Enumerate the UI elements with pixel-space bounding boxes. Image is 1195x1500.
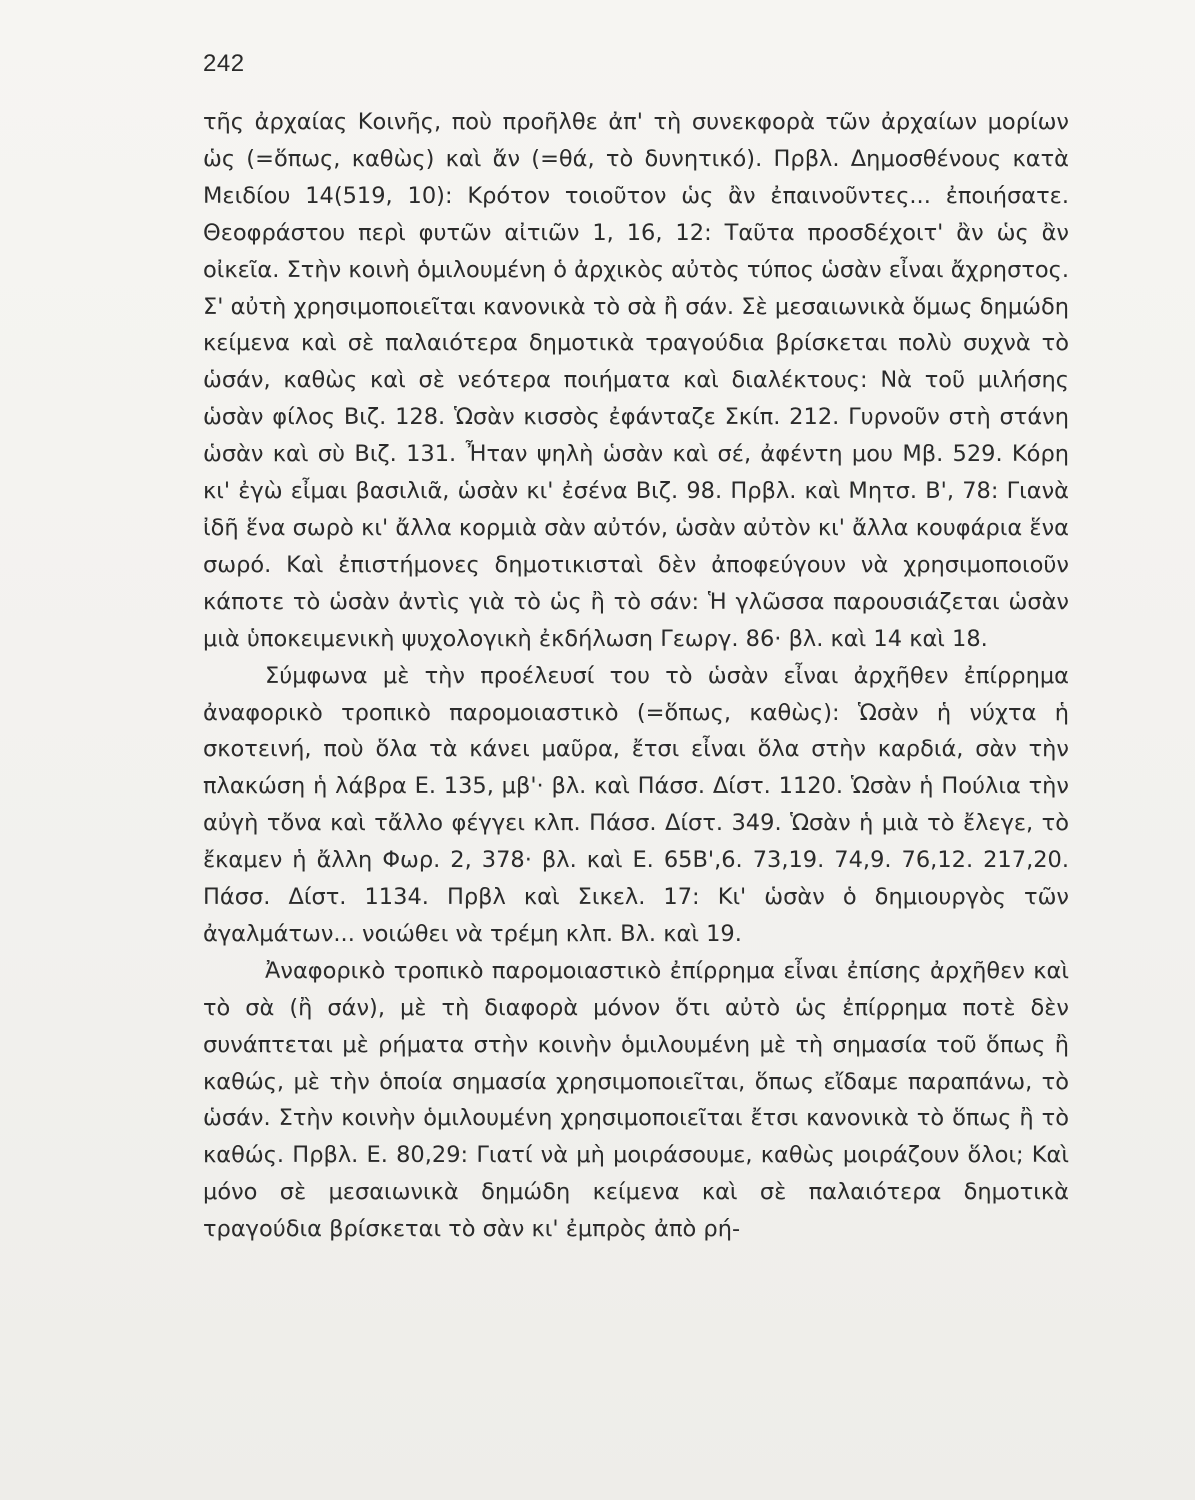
paragraph-3: Ἀναφορικὸ τροπικὸ παρομοιαστικὸ ἐπίρρημα εἶναι ἐπίσης ἀρχῆθεν καὶ τὸ σὰ (ἢ σάν), μὲ τὴ διαφορὰ μόνον ὅτι αὐτὸ ὡς ἐπίρρημα ποτὲ δὲν συνάπτεται μὲ ρήματα στὴν κοινὴν ὁμιλουμένη μὲ τὴ σημασία τοῦ ὅπως ἢ καθώς, μὲ τὴν ὁποία σημασία χρησιμοποιεῖται, ὅπως εἴδαμε παραπάνω, τὸ ὡσάν. Στὴν κοινὴν ὁμιλουμένη χρησιμοποιεῖται ἔτσι κανονικὰ τὸ ὅπως ἢ τὸ καθώς. Πρβλ. Ε. 80,29: Γιατί νὰ μὴ μοιράσουμε, καθὼς μοιράζουν ὅλοι; Καὶ μόνο σὲ μεσαιωνικὰ δημώδη κείμενα καὶ σὲ παλαιότερα δημοτικὰ τραγούδια βρίσκεται τὸ σὰν κι' ἐμπρὸς ἀπὸ ρή- bbox=[203, 957, 1069, 1243]
body-text bbox=[203, 104, 1069, 1248]
paragraph-1: τῆς ἀρχαίας Κοινῆς, ποὺ προῆλθε ἀπ' τὴ συνεκφορὰ τῶν ἀρχαίων μορίων ὡς (=ὅπως, καθὼς) καὶ ἄν (=θά, τὸ δυνητικό). Πρβλ. Δημοσθένους κατὰ Μειδίου 14(519, 10): Κρότον τοιοῦτον ὡς ἂν ἐπαινοῦντες... ἐποιήσατε. Θεοφράστου περὶ φυτῶν αἰτιῶν 1, 16, 12: Ταῦτα προσδέχοιτ' ἂν ὡς ἂν οἰκεῖα. Στὴν κοινὴ ὁμιλουμένη ὁ ἀρχικὸς αὐτὸς τύπος ὡσὰν εἶναι ἄχρηστος. Σ' αὐτὴ χρησιμοποιεῖται κανονικὰ τὸ σὰ ἢ σάν. Σὲ μεσαιωνικὰ ὅμως δημώδη κείμενα καὶ σὲ παλαιότερα δημοτικὰ τραγούδια βρίσκεται πολὺ συχνὰ τὸ ὡσάν, καθὼς καὶ σὲ νεότερα ποιήματα καὶ διαλέκτους: Νὰ τοῦ μιλήσης ὡσὰν φίλος Βιζ. 128. Ὡσὰν κισσὸς ἐφάνταζε Σκίπ. 212. Γυρνοῦν στὴ στάνη ὡσὰν καὶ σὺ Βιζ. 131. Ἦταν ψηλὴ ὡσὰν καὶ σέ, ἀφέντη μου Μβ. 529. Κόρη κι' ἐγὼ εἶμαι βασιλιᾶ, ὡσὰν κι' ἐσένα Βιζ. 98. Πρβλ. καὶ Μητσ. Β', 78: Γιανὰ ἰδῆ ἕνα σωρὸ κι' ἄλλα κορμιὰ σὰν αὐτόν, ὡσὰν αὐτὸν κι' ἄλλα κουφάρια ἕνα σωρό. Καὶ ἐπιστήμονες δημοτικισταὶ δὲν ἀποφεύγουν νὰ χρησιμοποιοῦν κάποτε τὸ ὡσὰν ἀντὶς γιὰ τὸ ὡς ἢ τὸ σάν: Ἡ γλῶσσα παρουσιάζεται ὡσὰν μιὰ ὑποκειμενικὴ ψυχολογικὴ ἐκδήλωση Γεωργ. 86· βλ. καὶ 14 καὶ 18. bbox=[203, 109, 1069, 652]
paragraph-2: Σύμφωνα μὲ τὴν προέλευσί του τὸ ὡσὰν εἶναι ἀρχῆθεν ἐπίρρημα ἀναφορικὸ τροπικὸ παρομοιαστικὸ (=ὅπως, καθὼς): Ὡσὰν ἡ νύχτα ἡ σκοτεινή, ποὺ ὅλα τὰ κάνει μαῦρα, ἔτσι εἶναι ὅλα στὴν καρδιά, σὰν τὴν πλακώση ἡ λάβρα Ε. 135, μβ'· βλ. καὶ Πάσσ. Δίστ. 1120. Ὡσὰν ἡ Πούλια τὴν αὐγὴ τὄνα καὶ τἄλλο φέγγει κλπ. Πάσσ. Δίστ. 349. Ὡσὰν ἡ μιὰ τὸ ἔλεγε, τὸ ἔκαμεν ἡ ἄλλη Φωρ. 2, 378· βλ. καὶ Ε. 65Β',6. 73,19. 74,9. 76,12. 217,20. Πάσσ. Δίστ. 1134. Πρβλ καὶ Σικελ. 17: Κι' ὡσὰν ὁ δημιουργὸς τῶν ἀγαλμάτων... νοιώθει νὰ τρέμη κλπ. Βλ. καὶ 19. bbox=[203, 662, 1069, 947]
page-number: 242 bbox=[203, 50, 245, 77]
